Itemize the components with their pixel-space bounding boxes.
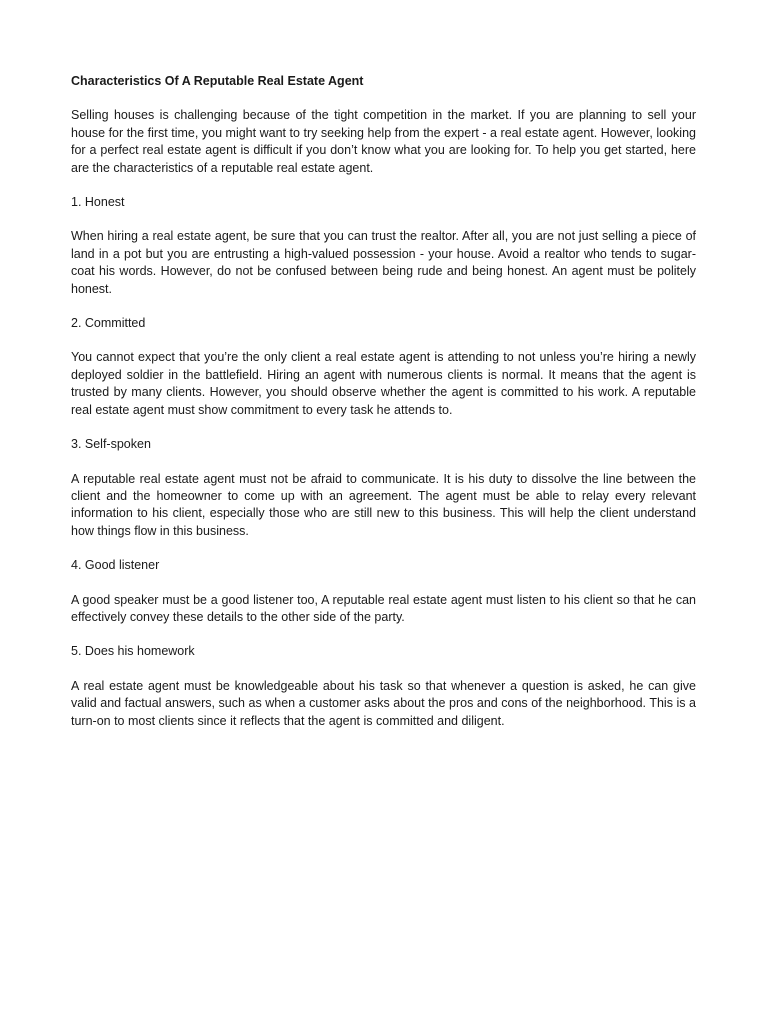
document-title: Characteristics Of A Reputable Real Estate Agent [71,74,364,88]
section-heading-good-listener: 4. Good listener [71,558,160,573]
section-heading-honest: 1. Honest [71,195,125,210]
section-body-self-spoken: A reputable real estate agent must not be afraid to communicate. It is his duty to dissolve the line between the client and the homeowner to come up with an agreement. The agent must be able to relay every relevant information to his client, especially those who are still new to this business. This will help the client understand how things flow in this business. [71,471,696,538]
document-page [71,73,696,747]
section-body-homework: A real estate agent must be knowledgeable about his task so that whenever a question is asked, he can give valid and factual answers, such as when a customer asks about the pros and cons of the neighborhood. This is a turn-on to most clients since it reflects that the agent is committed and diligent. [71,678,696,728]
section-body-honest: When hiring a real estate agent, be sure that you can trust the realtor. After all, you are not just selling a piece of land in a pot but you are entrusting a high-valued possession - your house. Avoid a realtor who tends to sugar-coat his words. However, do not be confused between being rude and being honest. An agent must be politely honest. [71,229,696,296]
section-body-committed: You cannot expect that you’re the only client a real estate agent is attending to not unless you’re hiring a newly deployed soldier in the battlefield. Hiring an agent with numerous clients is normal. It means that the agent is trusted by many clients. However, you should observe whether the agent is committed to his work. A reputable real estate agent must show commitment to every task he attends to. [71,350,696,417]
section-body-good-listener: A good speaker must be a good listener too, A reputable real estate agent must listen to his client so that he can effectively convey these details to the other side of the party. [71,592,696,624]
section-heading-self-spoken: 3. Self-spoken [71,437,151,452]
section-heading-committed: 2. Committed [71,316,146,331]
intro-paragraph: Selling houses is challenging because of the tight competition in the market. If you are planning to sell your house for the first time, you might want to try seeking help from the expert - a real estate agent. However, looking for a perfect real estate agent is difficult if you don’t know what you are looking for. To help you get started, here are the characteristics of a reputable real estate agent. [71,108,696,175]
section-heading-homework: 5. Does his homework [71,644,195,659]
